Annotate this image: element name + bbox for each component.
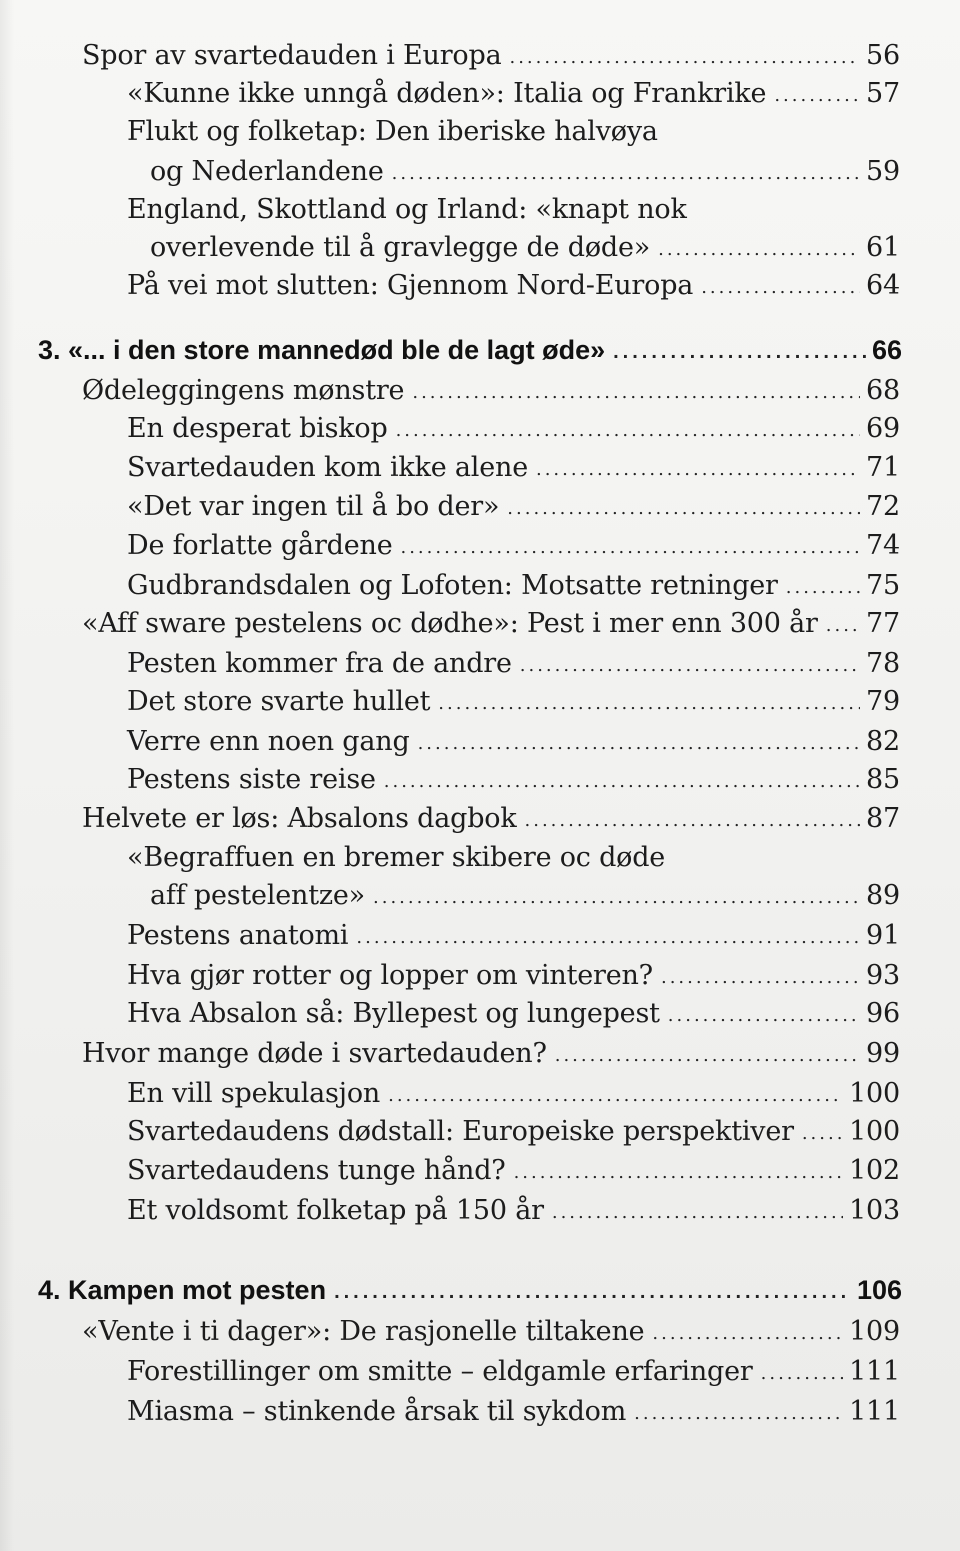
toc-entry: [0, 413, 960, 444]
entry-title: «Begraffuen en bremer skibere oc døde: [127, 842, 666, 873]
page-number: 59: [866, 156, 900, 187]
dot-leader: [786, 577, 860, 598]
entry-title: Hvor mange døde i svartedauden?: [82, 1038, 547, 1069]
entry-title: Helvete er løs: Absalons dagbok: [82, 803, 517, 834]
dot-leader: [826, 615, 860, 636]
toc-entry: [0, 1155, 960, 1186]
toc-entry: [0, 491, 960, 522]
toc-entry: [0, 1038, 960, 1069]
page-number: 89: [866, 880, 900, 911]
page-number: 71: [866, 452, 900, 483]
page-number: 91: [866, 920, 900, 951]
page-number: 61: [866, 232, 900, 263]
dot-leader: [400, 537, 860, 558]
dot-leader: [658, 239, 860, 260]
page-number: 106: [856, 1275, 902, 1305]
page-number: 111: [849, 1396, 900, 1427]
entry-title: overlevende til å gravlegge de døde»: [150, 232, 651, 263]
entry-title: 4. Kampen mot pesten: [38, 1275, 327, 1305]
page-number: 85: [866, 764, 900, 795]
toc-entry: [0, 1195, 960, 1226]
page-number: 78: [866, 648, 900, 679]
dot-leader: [392, 163, 860, 184]
page-number: 64: [866, 270, 900, 301]
dot-leader: [555, 1045, 860, 1066]
page-number: 96: [866, 998, 900, 1029]
page-number: 93: [866, 960, 900, 991]
entry-title: På vei mot slutten: Gjennom Nord-Europa: [127, 270, 694, 301]
dot-leader: [388, 1085, 843, 1106]
dot-leader: [514, 1162, 844, 1183]
toc-entry: [0, 232, 960, 263]
dot-leader: [334, 1281, 851, 1304]
toc-entry: [0, 960, 960, 991]
page-number: 111: [849, 1356, 900, 1387]
toc-entry: [0, 1316, 960, 1347]
dot-leader: [536, 459, 860, 480]
entry-title: En vill spekulasjon: [127, 1078, 381, 1109]
entry-title: aff pestelentze»: [150, 880, 365, 911]
chapter-heading: [0, 1275, 960, 1306]
page-number: 87: [866, 803, 900, 834]
dot-leader: [509, 47, 860, 68]
entry-title: Pesten kommer fra de andre: [127, 648, 512, 679]
toc-entry: [0, 78, 960, 109]
entry-title: En desperat biskop: [127, 413, 388, 444]
toc-entry: [0, 375, 960, 406]
toc-entry: [0, 40, 960, 71]
page-number: 69: [866, 413, 900, 444]
toc-entry: [0, 570, 960, 601]
dot-leader: [507, 498, 860, 519]
entry-title: Det store svarte hullet: [127, 686, 431, 717]
page-number: 68: [866, 375, 900, 406]
entry-title: Hva gjør rotter og lopper om vinteren?: [127, 960, 653, 991]
entry-title: Flukt og folketap: Den iberiske halvøya: [127, 116, 658, 147]
page-number: 66: [871, 335, 902, 365]
toc-entry: [0, 530, 960, 561]
toc-entry: [0, 452, 960, 483]
entry-title: «Det var ingen til å bo der»: [127, 491, 500, 522]
toc-entry: [0, 270, 960, 301]
entry-title: Ødeleggingens mønstre: [82, 375, 405, 406]
dot-leader: [384, 771, 860, 792]
entry-title: Forestillinger om smitte – eldgamle erfaringer: [127, 1356, 753, 1387]
dot-leader: [802, 1123, 843, 1144]
entry-title: 3. «... i den store mannedød ble de lagt øde»: [38, 335, 606, 365]
toc-entry: [0, 156, 960, 187]
dot-leader: [552, 1202, 843, 1223]
toc-entry: [0, 116, 960, 147]
page-number: 79: [866, 686, 900, 717]
dot-leader: [661, 967, 860, 988]
entry-title: Miasma – stinkende årsak til sykdom: [127, 1396, 627, 1427]
chapter-heading: [0, 335, 960, 366]
toc-entry: [0, 880, 960, 911]
entry-title: England, Skottland og Irland: «knapt nok: [127, 194, 687, 225]
toc-entry: [0, 764, 960, 795]
entry-title: Hva Absalon så: Byllepest og lungepest: [127, 998, 660, 1029]
toc-entry: [0, 648, 960, 679]
page-number: 77: [866, 608, 900, 639]
dot-leader: [774, 85, 860, 106]
toc-entry: [0, 608, 960, 639]
entry-title: Pestens siste reise: [127, 764, 376, 795]
dot-leader: [701, 277, 860, 298]
entry-title: Spor av svartedauden i Europa: [82, 40, 502, 71]
dot-leader: [412, 382, 860, 403]
page-number: 75: [866, 570, 900, 601]
page-number: 72: [866, 491, 900, 522]
page-number: 57: [866, 78, 900, 109]
dot-leader: [418, 733, 860, 754]
dot-leader: [438, 693, 860, 714]
page-number: 99: [866, 1038, 900, 1069]
dot-leader: [668, 1005, 860, 1026]
toc-entry: [0, 726, 960, 757]
page-number: 103: [849, 1195, 900, 1226]
entry-title: Pestens anatomi: [127, 920, 349, 951]
entry-title: Svartedaudens tunge hånd?: [127, 1155, 506, 1186]
toc-entry: [0, 1116, 960, 1147]
entry-title: Verre enn noen gang: [127, 726, 410, 757]
dot-leader: [761, 1363, 843, 1384]
dot-leader: [634, 1403, 843, 1424]
dot-leader: [520, 655, 860, 676]
entry-title: De forlatte gårdene: [127, 530, 393, 561]
entry-title: «Kunne ikke unngå døden»: Italia og Frankrike: [127, 78, 767, 109]
page-number: 109: [849, 1316, 900, 1347]
toc-entry: [0, 1356, 960, 1387]
entry-title: Gudbrandsdalen og Lofoten: Motsatte retninger: [127, 570, 778, 601]
dot-leader: [396, 420, 860, 441]
dot-leader: [652, 1323, 843, 1344]
toc-entry: [0, 842, 960, 873]
page-number: 100: [849, 1116, 900, 1147]
toc-entry: [0, 1396, 960, 1427]
toc-entry: [0, 194, 960, 225]
page-number: 82: [866, 726, 900, 757]
toc-entry: [0, 686, 960, 717]
entry-title: Et voldsomt folketap på 150 år: [127, 1195, 544, 1226]
entry-title: «Vente i ti dager»: De rasjonelle tiltakene: [82, 1316, 645, 1347]
entry-title: Svartedaudens dødstall: Europeiske perspektiver: [127, 1116, 794, 1147]
page-number: 102: [849, 1155, 900, 1186]
page-number: 56: [866, 40, 900, 71]
entry-title: og Nederlandene: [150, 156, 384, 187]
dot-leader: [613, 341, 866, 364]
toc-entry: [0, 920, 960, 951]
toc-entry: [0, 1078, 960, 1109]
entry-title: «Aff sware pestelens oc dødhe»: Pest i mer enn 300 år: [82, 608, 818, 639]
toc-entry: [0, 998, 960, 1029]
page-number: 74: [866, 530, 900, 561]
dot-leader: [525, 810, 861, 831]
dot-leader: [373, 887, 860, 908]
entry-title: Svartedauden kom ikke alene: [127, 452, 528, 483]
toc-entry: [0, 803, 960, 834]
dot-leader: [356, 927, 860, 948]
page-number: 100: [849, 1078, 900, 1109]
